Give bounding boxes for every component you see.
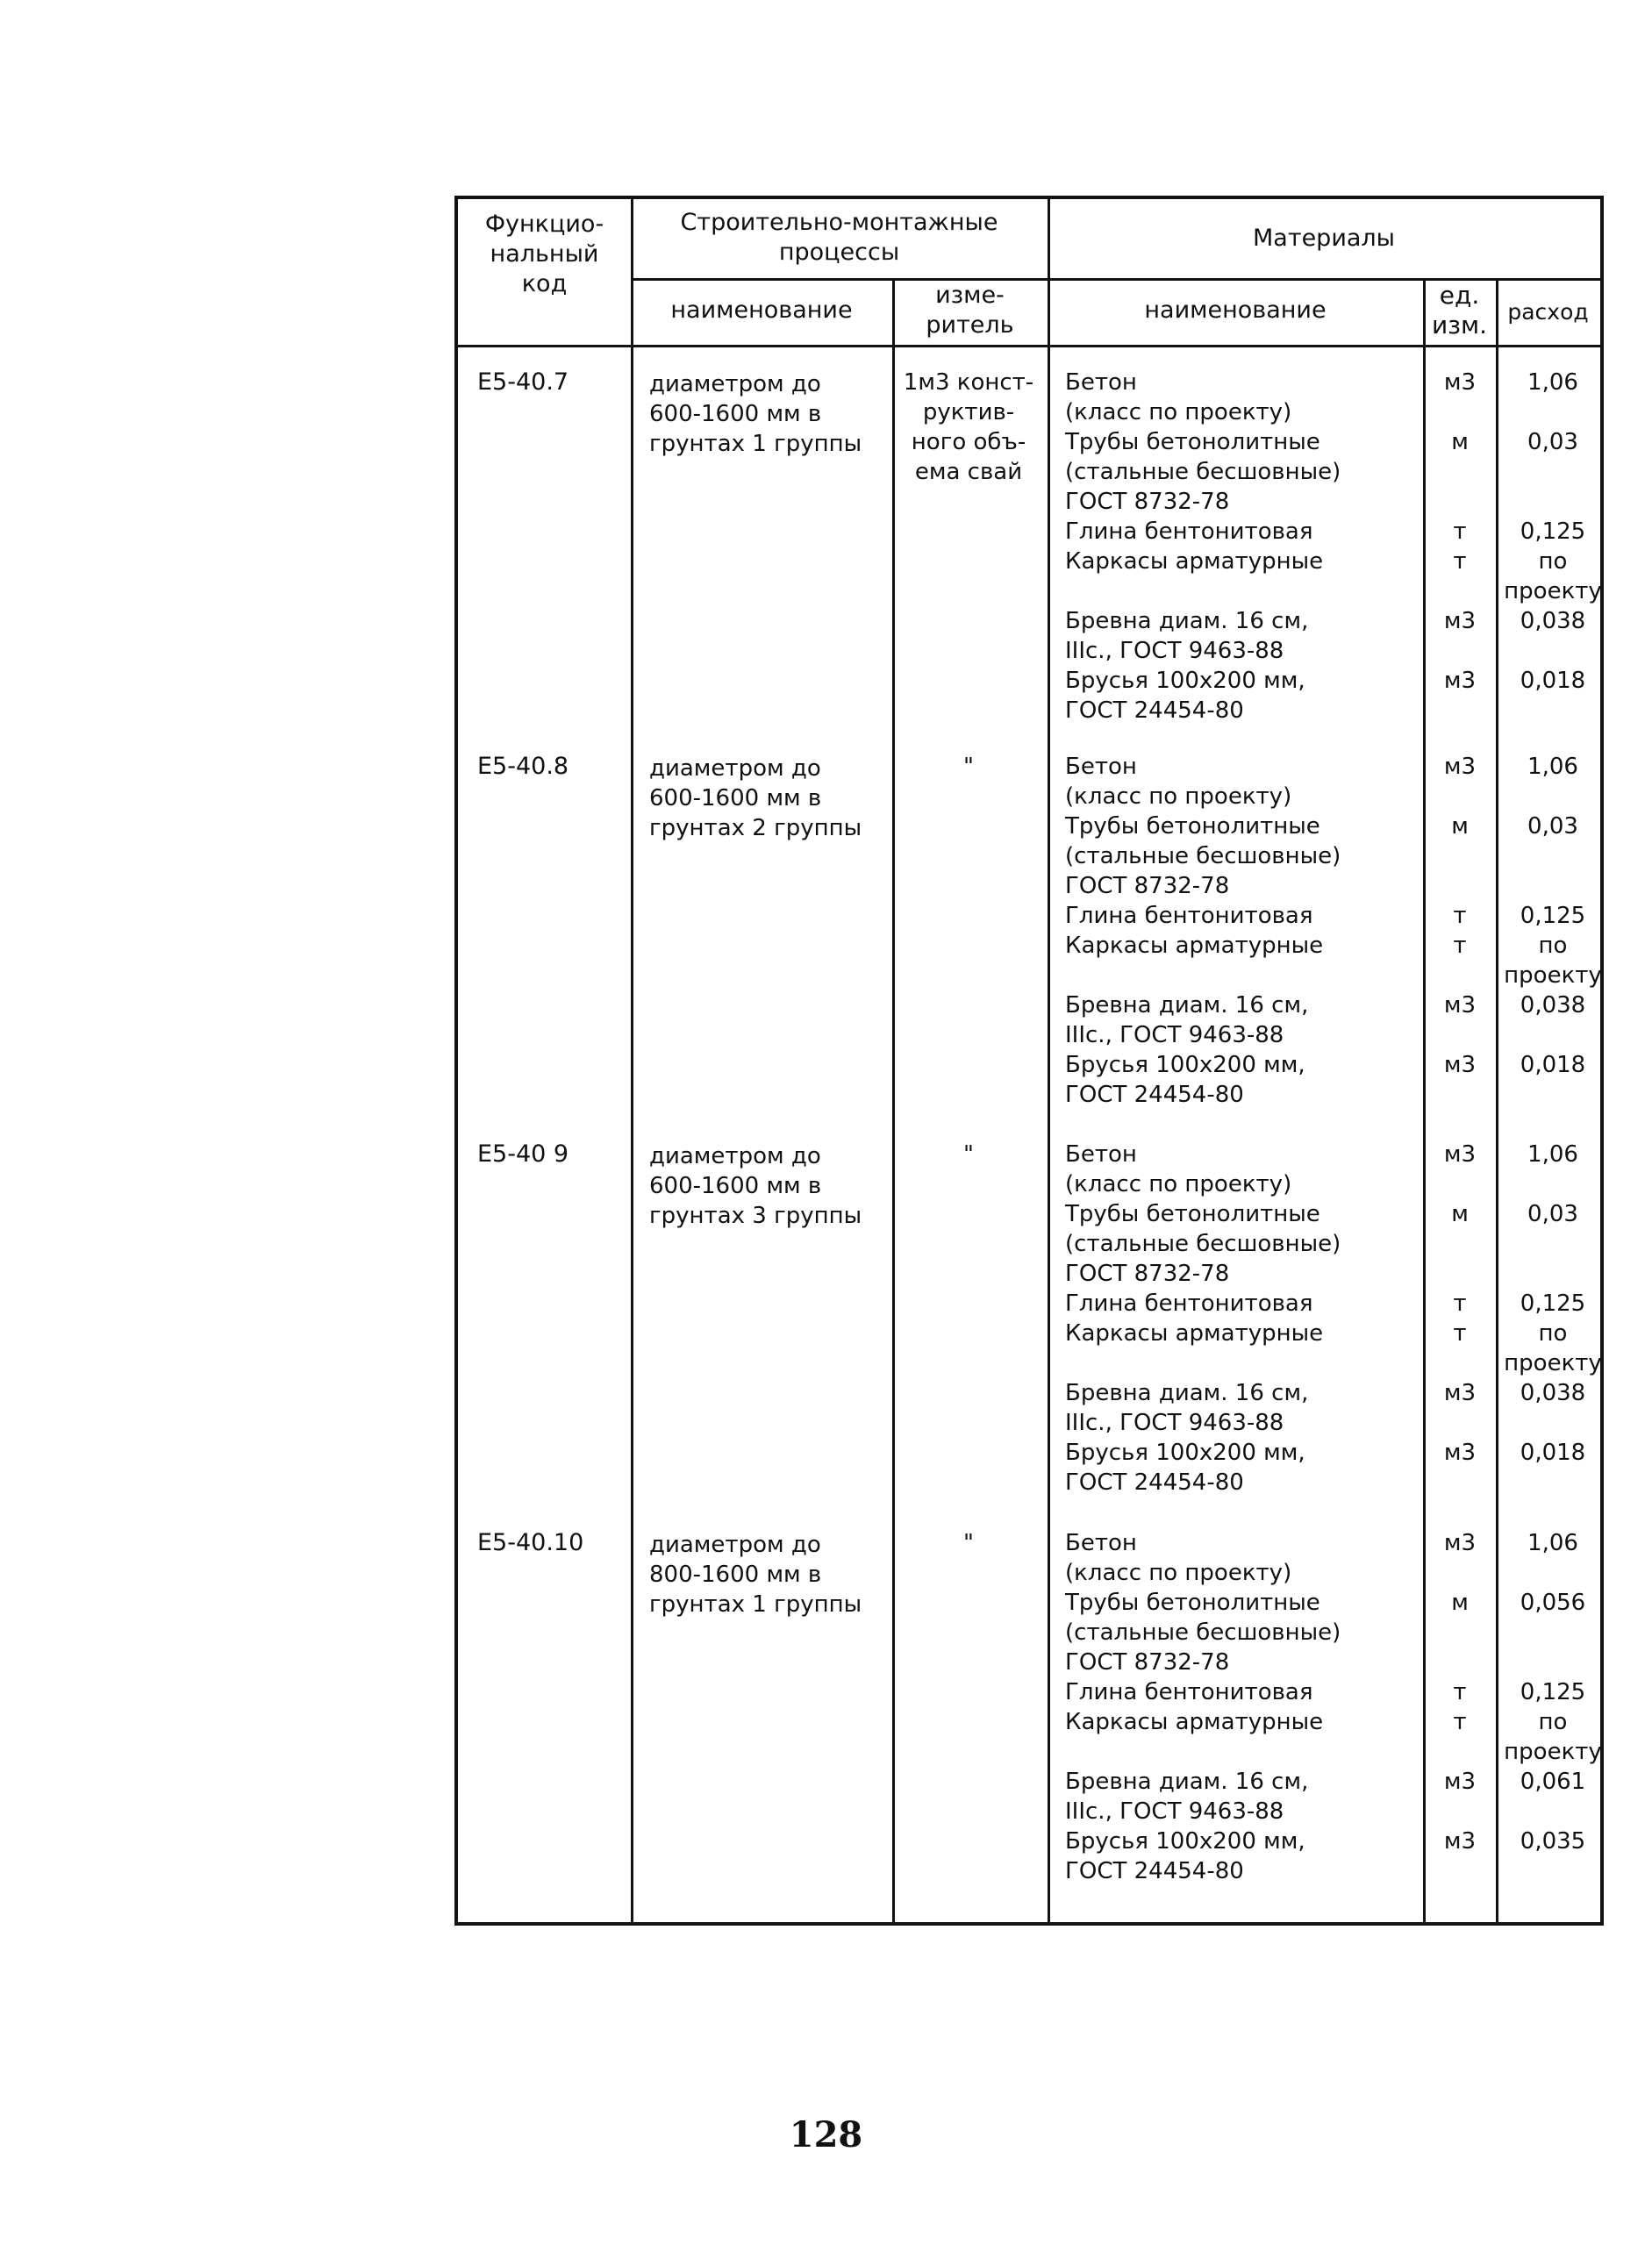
material-unit: м3 <box>1443 1052 1477 1078</box>
material-quantity <box>1504 1438 1602 1468</box>
material-quantity-line: 0,018 <box>1520 1052 1586 1078</box>
material-quantity-line: по <box>1538 1320 1568 1347</box>
row-process-line: диаметром до <box>649 755 821 782</box>
row-process-line: диаметром до <box>649 371 821 397</box>
header-code-line: код <box>521 270 568 297</box>
material-quantity-line: проекту <box>1504 578 1602 604</box>
material-quantity-line: 0,061 <box>1520 1769 1586 1795</box>
material-quantity-line: 0,125 <box>1520 903 1586 929</box>
material-name-line: Брусья 100х200 мм, <box>1065 1052 1305 1078</box>
material-unit: м3 <box>1443 754 1477 780</box>
material-unit: м3 <box>1443 1530 1477 1556</box>
material-name-line: IIIс., ГОСТ 9463-88 <box>1065 1410 1284 1436</box>
material-quantity-line: 0,03 <box>1527 429 1578 455</box>
material-name-line: Каркасы арматурные <box>1065 933 1324 959</box>
row-meter-line: " <box>963 1141 974 1168</box>
header-code-line: нальный <box>490 240 599 268</box>
material-unit: м3 <box>1443 668 1477 694</box>
material-name-line: Бетон <box>1065 1141 1137 1168</box>
material-unit: м3 <box>1443 1769 1477 1795</box>
material-name-line: (стальные бесшовные) <box>1065 843 1341 869</box>
material-name-line: IIIс., ГОСТ 9463-88 <box>1065 1798 1284 1825</box>
material-item <box>1065 666 1591 726</box>
material-name-line: Бревна диам. 16 см, <box>1065 1769 1309 1795</box>
material-item <box>1065 1050 1591 1110</box>
material-quantity-line: 0,018 <box>1520 1440 1586 1466</box>
material-quantity-line: 0,056 <box>1520 1590 1586 1616</box>
material-name-line: ГОСТ 24454-80 <box>1065 1469 1244 1496</box>
row-process-line: диаметром до <box>649 1532 821 1558</box>
material-quantity-line: по <box>1538 1709 1568 1735</box>
row-process-line: грунтах 3 группы <box>649 1203 862 1229</box>
materials-table <box>454 196 1604 1926</box>
material-name-line: Бетон <box>1065 1530 1137 1556</box>
header-process-name-label: наименование <box>670 297 853 324</box>
material-item <box>1065 368 1591 427</box>
header-meter-line: изме- <box>935 282 1005 309</box>
material-item <box>1065 1707 1602 1767</box>
material-name-line: Трубы бетонолитные <box>1065 429 1320 455</box>
header-material-name <box>1048 296 1423 325</box>
material-quantity <box>1504 1826 1602 1856</box>
material-unit: м <box>1451 813 1469 840</box>
material-name-line: ГОСТ 8732-78 <box>1065 1261 1230 1287</box>
material-unit: т <box>1453 548 1467 575</box>
material-quantity-line: 0,018 <box>1520 668 1586 694</box>
material-quantity-line: проекту <box>1504 962 1602 989</box>
material-item <box>1065 990 1591 1050</box>
row-code: E5-40.10 <box>477 1529 584 1556</box>
material-unit: м <box>1451 429 1469 455</box>
header-meter-line: ритель <box>926 311 1014 339</box>
material-unit: т <box>1453 1679 1467 1705</box>
material-quantity <box>1504 1289 1602 1319</box>
material-quantity-line: 0,038 <box>1520 992 1586 1019</box>
material-name-line: Бетон <box>1065 754 1137 780</box>
material-unit: т <box>1453 1320 1467 1347</box>
page-number: 128 <box>789 2114 863 2155</box>
material-item <box>1065 547 1602 606</box>
material-name-line: Каркасы арматурные <box>1065 1709 1324 1735</box>
material-quantity <box>1504 990 1602 1020</box>
header-meter <box>892 281 1048 340</box>
material-unit: т <box>1453 518 1467 545</box>
material-quantity-line: 0,035 <box>1520 1828 1586 1855</box>
material-item <box>1065 901 1591 931</box>
material-quantity-line: 1,06 <box>1527 1530 1578 1556</box>
material-name-line: ГОСТ 8732-78 <box>1065 873 1230 899</box>
header-code-line: Функцио- <box>484 211 604 238</box>
material-quantity <box>1504 517 1602 547</box>
material-quantity-line: 1,06 <box>1527 1141 1578 1168</box>
material-unit: м3 <box>1443 992 1477 1019</box>
material-name-line: Глина бентонитовая <box>1065 1290 1313 1317</box>
material-unit: м3 <box>1443 1440 1477 1466</box>
material-name-line: Глина бентонитовая <box>1065 518 1313 545</box>
material-name-line: Брусья 100х200 мм, <box>1065 668 1305 694</box>
material-quantity-line: 0,038 <box>1520 1380 1586 1406</box>
material-quantity <box>1504 901 1602 931</box>
material-item <box>1065 1767 1591 1826</box>
header-consumption-label: расход <box>1507 299 1589 325</box>
row-code: E5-40.7 <box>477 368 569 396</box>
material-item <box>1065 427 1591 517</box>
material-name-line: Бревна диам. 16 см, <box>1065 992 1309 1019</box>
material-name-line: (стальные бесшовные) <box>1065 1231 1341 1257</box>
material-name-line: Бревна диам. 16 см, <box>1065 1380 1309 1406</box>
header-unit-line: ед. <box>1439 281 1480 310</box>
material-item <box>1065 1319 1602 1378</box>
material-unit: м <box>1451 1590 1469 1616</box>
material-name-line: Брусья 100х200 мм, <box>1065 1440 1305 1466</box>
row-process-line: грунтах 1 группы <box>649 431 862 457</box>
material-name-line: ГОСТ 24454-80 <box>1065 1858 1244 1884</box>
materials-list <box>1065 1528 1602 1886</box>
material-quantity <box>1504 1140 1602 1169</box>
header-bottom-rule <box>458 345 1600 347</box>
material-name-line: Каркасы арматурные <box>1065 1320 1324 1347</box>
material-item <box>1065 1199 1591 1289</box>
material-name-line: ГОСТ 8732-78 <box>1065 489 1230 515</box>
material-name-line: ГОСТ 8732-78 <box>1065 1649 1230 1676</box>
header-processes-line: процессы <box>778 239 900 266</box>
material-name-line: (класс по проекту) <box>1065 1171 1292 1197</box>
material-quantity-line: 0,125 <box>1520 1679 1586 1705</box>
material-item <box>1065 1140 1591 1199</box>
material-quantity-line: 0,125 <box>1520 1290 1586 1317</box>
material-name-line: Трубы бетонолитные <box>1065 813 1320 840</box>
material-unit: т <box>1453 1709 1467 1735</box>
material-quantity-line: по <box>1538 933 1568 959</box>
material-quantity <box>1504 1707 1602 1767</box>
material-unit: м <box>1451 1201 1469 1227</box>
material-unit: м3 <box>1443 608 1477 634</box>
row-meter-line: " <box>963 1530 974 1556</box>
row-meter-line: ема свай <box>914 459 1023 485</box>
row-process-line: грунтах 2 группы <box>649 815 862 841</box>
material-name-line: (класс по проекту) <box>1065 1560 1292 1586</box>
row-process-line: диаметром до <box>649 1143 821 1169</box>
material-name-line: Бетон <box>1065 369 1137 396</box>
material-quantity-line: 0,03 <box>1527 1201 1578 1227</box>
material-unit: м3 <box>1443 1141 1477 1168</box>
material-quantity <box>1504 1677 1602 1707</box>
material-quantity <box>1504 1050 1602 1080</box>
material-item <box>1065 517 1591 547</box>
material-quantity <box>1504 1528 1602 1558</box>
row-meter-line: руктив- <box>922 399 1015 425</box>
material-item <box>1065 1438 1591 1498</box>
column-divider <box>1048 199 1050 1922</box>
material-quantity-line: 0,03 <box>1527 813 1578 840</box>
material-name-line: Глина бентонитовая <box>1065 1679 1313 1705</box>
column-divider <box>892 278 895 1922</box>
material-quantity <box>1504 368 1602 397</box>
material-item <box>1065 1826 1591 1886</box>
material-unit: м3 <box>1443 1828 1477 1855</box>
material-quantity-line: 1,06 <box>1527 369 1578 396</box>
material-unit: т <box>1453 933 1467 959</box>
material-item <box>1065 1289 1591 1319</box>
header-material-name-label: наименование <box>1144 297 1327 324</box>
material-quantity <box>1504 811 1602 841</box>
material-name-line: ГОСТ 24454-80 <box>1065 1082 1244 1108</box>
material-quantity <box>1504 427 1602 457</box>
material-unit: т <box>1453 1290 1467 1317</box>
material-quantity <box>1504 547 1602 606</box>
material-name-line: (класс по проекту) <box>1065 399 1292 425</box>
material-quantity <box>1504 931 1602 990</box>
header-processes <box>631 208 1048 268</box>
material-quantity <box>1504 1767 1602 1797</box>
material-name-line: Трубы бетонолитные <box>1065 1590 1320 1616</box>
material-name-line: IIIс., ГОСТ 9463-88 <box>1065 1022 1284 1048</box>
row-meter-line: ного объ- <box>911 429 1026 455</box>
material-quantity <box>1504 1588 1602 1618</box>
material-quantity-line: 0,125 <box>1520 518 1586 545</box>
row-meter-line: 1м3 конст- <box>903 369 1034 396</box>
materials-list <box>1065 752 1602 1110</box>
material-name-line: (класс по проекту) <box>1065 783 1292 810</box>
material-name-line: Бревна диам. 16 см, <box>1065 608 1309 634</box>
material-quantity <box>1504 1199 1602 1229</box>
materials-list <box>1065 368 1602 726</box>
header-consumption <box>1496 297 1600 327</box>
row-process-line: 800-1600 мм в <box>649 1562 822 1588</box>
material-item <box>1065 1588 1591 1677</box>
material-quantity-line: проекту <box>1504 1739 1602 1765</box>
header-materials-label: Материалы <box>1253 225 1395 252</box>
material-item <box>1065 931 1602 990</box>
material-quantity <box>1504 666 1602 696</box>
material-quantity-line: по <box>1538 548 1568 575</box>
header-process-name <box>631 296 892 325</box>
row-meter-line: " <box>963 754 974 780</box>
material-name-line: (стальные бесшовные) <box>1065 459 1341 485</box>
row-code: E5-40.8 <box>477 753 569 780</box>
material-quantity-line: 1,06 <box>1527 754 1578 780</box>
row-process-line: грунтах 1 группы <box>649 1591 862 1618</box>
material-item <box>1065 811 1591 901</box>
material-unit: м3 <box>1443 369 1477 396</box>
row-process-line: 600-1600 мм в <box>649 401 822 427</box>
header-unit-line: изм. <box>1431 311 1488 340</box>
header-code <box>458 210 631 299</box>
material-item <box>1065 1378 1591 1438</box>
material-unit: м3 <box>1443 1380 1477 1406</box>
material-unit: т <box>1453 903 1467 929</box>
row-process-line: 600-1600 мм в <box>649 1173 822 1199</box>
material-item <box>1065 1528 1591 1588</box>
row-code: E5-40 9 <box>477 1140 569 1168</box>
material-quantity <box>1504 1319 1602 1378</box>
material-quantity-line: проекту <box>1504 1350 1602 1376</box>
header-processes-line: Строительно-монтажные <box>680 209 998 236</box>
material-name-line: IIIс., ГОСТ 9463-88 <box>1065 638 1284 664</box>
material-name-line: Брусья 100х200 мм, <box>1065 1828 1305 1855</box>
header-unit <box>1423 281 1496 340</box>
material-item <box>1065 606 1591 666</box>
header-materials <box>1048 224 1600 254</box>
material-quantity-line: 0,038 <box>1520 608 1586 634</box>
material-name-line: Трубы бетонолитные <box>1065 1201 1320 1227</box>
material-name-line: ГОСТ 24454-80 <box>1065 697 1244 724</box>
material-name-line: Каркасы арматурные <box>1065 548 1324 575</box>
material-quantity <box>1504 1378 1602 1408</box>
material-item <box>1065 1677 1591 1707</box>
material-quantity <box>1504 752 1602 782</box>
material-name-line: Глина бентонитовая <box>1065 903 1313 929</box>
material-name-line: (стальные бесшовные) <box>1065 1619 1341 1646</box>
materials-list <box>1065 1140 1602 1498</box>
row-process-line: 600-1600 мм в <box>649 785 822 811</box>
column-divider <box>631 199 633 1922</box>
material-item <box>1065 752 1591 811</box>
material-quantity <box>1504 606 1602 636</box>
